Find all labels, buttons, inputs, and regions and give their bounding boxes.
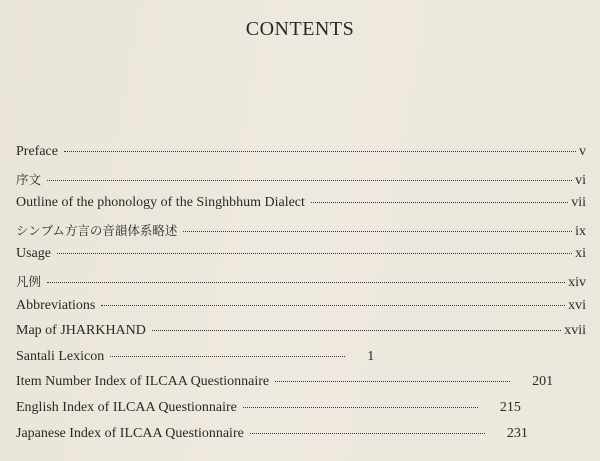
toc-entry [16, 221, 586, 247]
toc-entry-page-number: 201 [532, 374, 554, 390]
toc-entry-page-number: vii [571, 195, 586, 211]
toc-entry-page-number: xvi [568, 297, 586, 313]
dot-leader [275, 381, 510, 382]
toc-entry [16, 246, 586, 272]
toc-entry-label: English Index of ILCAA Questionnaire [16, 399, 237, 415]
toc-entry [16, 426, 586, 452]
toc-entry-label: Japanese Index of ILCAA Questionnaire [16, 425, 244, 441]
dot-leader [311, 202, 568, 203]
dot-leader [183, 231, 572, 232]
dot-leader [250, 433, 485, 434]
toc-entry-page-number: xiv [568, 274, 586, 290]
toc-entry [16, 272, 586, 298]
toc-entry-label: 凡例 [16, 273, 42, 289]
dot-leader [101, 305, 565, 306]
toc-entry-page-number: vi [575, 172, 586, 188]
toc-entry [16, 349, 586, 375]
toc-entry [16, 298, 586, 324]
table-of-contents [16, 144, 586, 451]
dot-leader [57, 253, 572, 254]
page-title: CONTENTS [245, 18, 355, 40]
toc-entry-page-number: v [579, 144, 586, 159]
toc-entry [16, 195, 586, 221]
toc-entry [16, 170, 586, 196]
toc-entry-page-number: 215 [499, 399, 521, 415]
toc-entry [16, 323, 586, 349]
dot-leader [243, 407, 478, 408]
toc-entry-label: Item Number Index of ILCAA Questionnaire [16, 374, 270, 390]
toc-entry-label: シンブム方言の音韻体系略述 [16, 222, 178, 238]
toc-entry-page-number: xi [575, 246, 586, 262]
dot-leader [64, 151, 576, 152]
toc-entry-page-number: ix [575, 223, 586, 239]
dot-leader [47, 282, 565, 283]
toc-entry-label: Preface [16, 144, 58, 159]
toc-entry-page-number: xvii [564, 323, 586, 339]
toc-entry-page-number: 1 [367, 348, 375, 364]
dot-leader [47, 180, 572, 181]
toc-entry-page-number: 231 [506, 425, 528, 441]
dot-leader [110, 356, 345, 357]
toc-entry [16, 144, 586, 170]
dot-leader [152, 330, 561, 331]
toc-entry-label: 序文 [16, 171, 42, 187]
toc-entry-label: Usage [16, 246, 51, 262]
toc-entry-label: Outline of the phonology of the Singhbhum Dialect [16, 195, 305, 211]
toc-entry [16, 400, 586, 426]
toc-entry [16, 374, 586, 400]
toc-entry-label: Abbreviations [16, 297, 96, 313]
toc-entry-label: Santali Lexicon [16, 348, 105, 364]
toc-entry-label: Map of JHARKHAND [16, 323, 146, 339]
